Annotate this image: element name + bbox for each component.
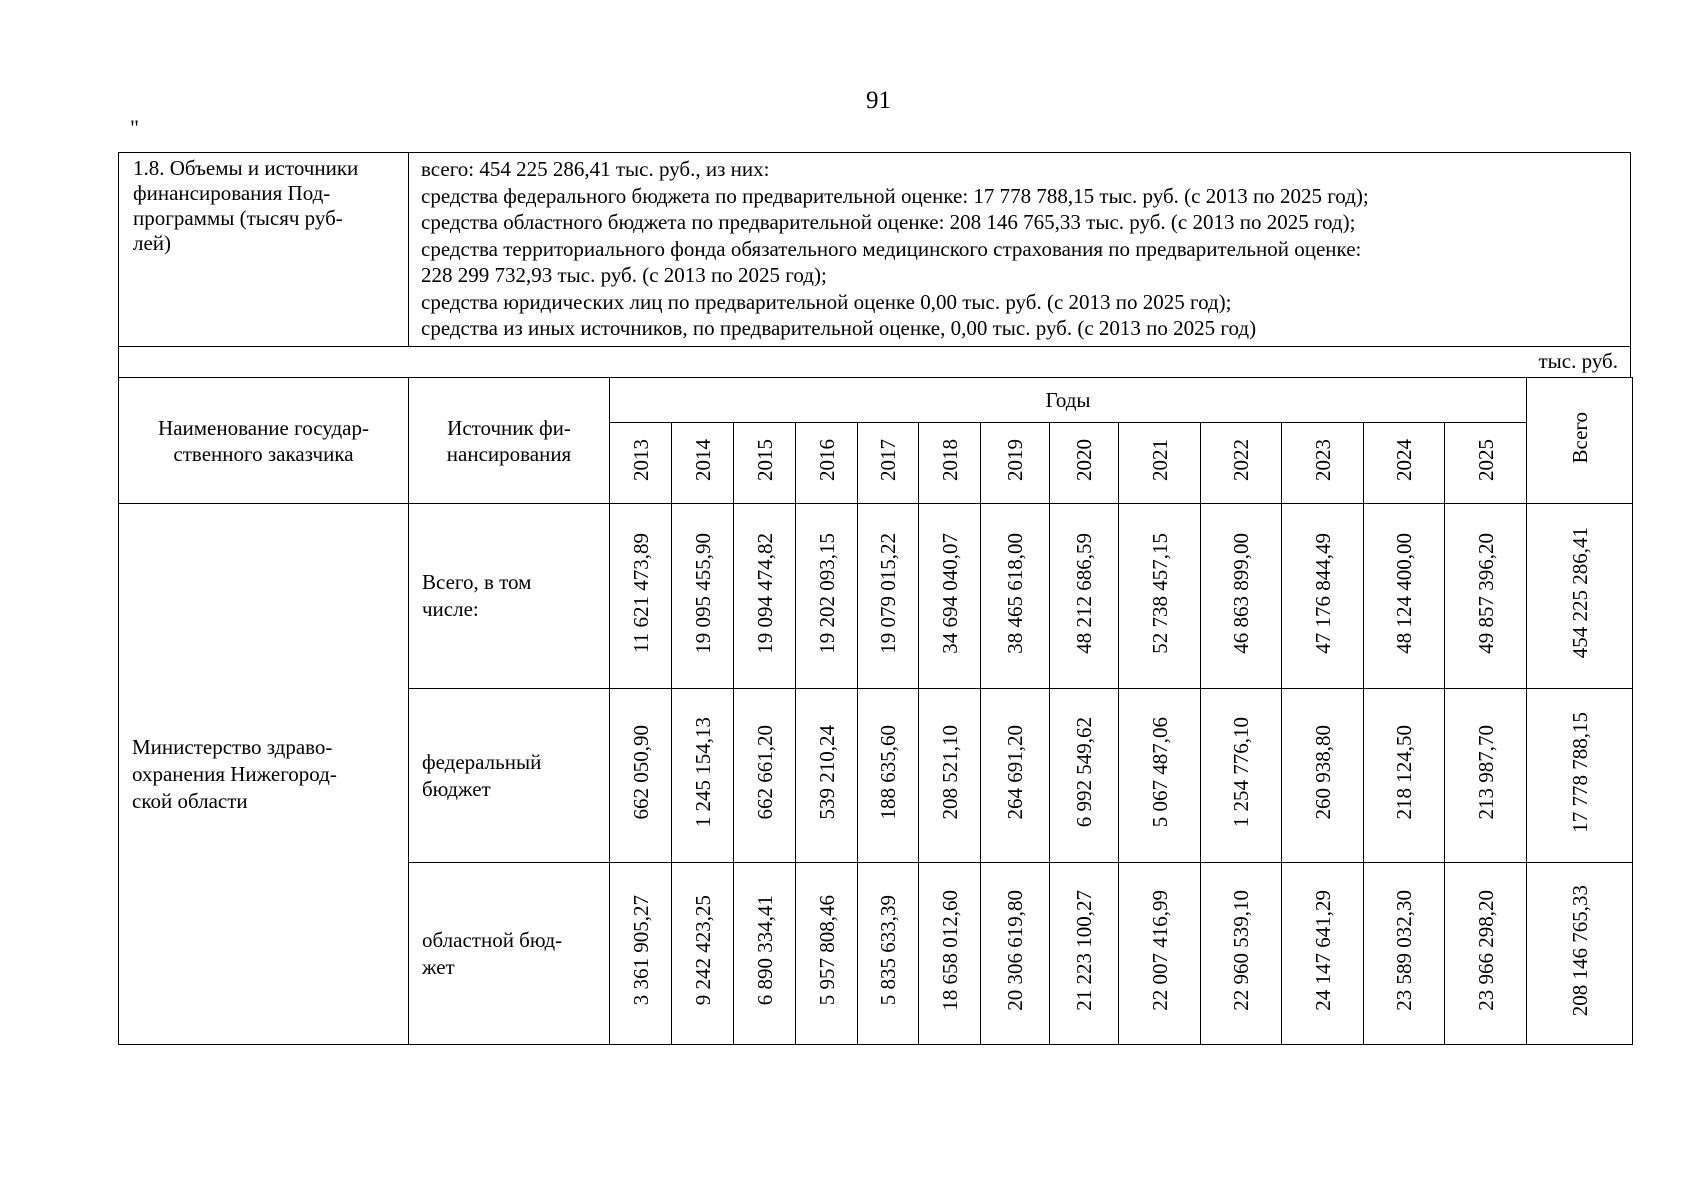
value: 264 691,20 [1003,725,1027,820]
years-group-header: Годы [610,378,1527,423]
passport-text-line: 228 299 732,93 тыс. руб. (с 2013 по 2025 год); [421,263,827,287]
year-header [858,423,919,504]
value-cell [858,863,919,1045]
value-cell [734,504,796,689]
value-cell [796,504,858,689]
value: 213 987,70 [1473,725,1498,820]
value: 19 094 474,82 [752,532,777,654]
value: 46 863 899,00 [1229,532,1253,654]
passport-label-line: финансирования Под- [133,181,331,205]
value-cell [1364,689,1445,863]
passport-text-line: средства областного бюджета по предварительной оценке: 208 146 765,33 тыс. руб. (с 2013 по 2025 год); [421,210,1356,234]
value-cell [858,689,919,863]
total-cell [1527,504,1633,689]
source-header-line: Источник фи- [447,415,571,440]
value: 5 957 808,46 [814,895,839,1006]
value: 38 465 618,00 [1003,532,1027,654]
value: 5 067 487,06 [1147,717,1172,828]
customer-header-line: Наименование государ- [158,415,369,440]
value-cell [1364,504,1445,689]
value-cell [610,689,672,863]
source-cell [409,504,610,689]
customer-cell [119,504,409,1045]
value: 3 361 905,27 [628,895,653,1006]
year-label: 2025 [1473,439,1498,481]
value-cell [796,863,858,1045]
value: 49 857 396,20 [1473,532,1498,654]
value: 47 176 844,49 [1310,532,1335,654]
value-cell [1050,504,1119,689]
value-cell [1119,863,1201,1045]
value: 9 242 423,25 [690,895,715,1006]
value: 19 095 455,90 [690,532,715,654]
passport-label-line: программы (тысяч руб- [133,206,343,230]
value-cell [796,689,858,863]
customer-line: Министерство здраво- [132,734,333,759]
year-header [1201,423,1282,504]
value: 260 938,80 [1310,725,1335,820]
value-cell [1201,863,1282,1045]
unit-label: тыс. руб. [1538,349,1618,373]
year-header [610,423,672,504]
source-header-line: нансирования [446,441,572,466]
value: 662 050,90 [628,725,653,820]
value: 19 202 093,15 [814,532,839,654]
financing-table [118,377,1633,1045]
value-cell [1282,863,1364,1045]
customer-line: охранения Нижегород- [132,761,337,786]
year-label: 2018 [937,439,962,481]
year-header [672,423,734,504]
year-label: 2017 [876,439,900,481]
source-cell [409,689,610,863]
value: 6 890 334,41 [752,895,777,1006]
value-cell [672,863,734,1045]
row-total-value: 17 778 788,15 [1567,712,1592,833]
value-cell [981,863,1050,1045]
value-cell [672,504,734,689]
value: 1 245 154,13 [690,717,715,828]
value-cell [1445,689,1527,863]
year-header [734,423,796,504]
value: 188 635,60 [876,725,900,820]
year-label: 2024 [1392,439,1416,481]
total-header [1527,378,1633,504]
value: 20 306 619,80 [1003,890,1027,1011]
value: 48 124 400,00 [1392,532,1416,654]
customer-line: ской области [132,788,248,813]
value: 21 223 100,27 [1072,890,1096,1011]
value: 662 661,20 [752,725,777,820]
unit-row [118,346,1631,378]
value-cell [981,504,1050,689]
year-header [796,423,858,504]
value-cell [1282,504,1364,689]
value: 208 521,10 [937,725,962,820]
header-row [119,378,1633,423]
customer-header-line: ственного заказчика [173,441,354,466]
value: 34 694 040,07 [937,532,962,654]
table-row-total [119,504,1633,689]
value: 52 738 457,15 [1147,532,1172,654]
value-cell [1364,863,1445,1045]
value-cell [1119,504,1201,689]
value: 48 212 686,59 [1072,532,1096,654]
year-label: 2019 [1003,439,1027,481]
customer-header [119,378,409,504]
value: 11 621 473,89 [628,533,653,653]
passport-block [118,152,1631,347]
value: 22 960 539,10 [1229,890,1253,1011]
value-cell [734,689,796,863]
passport-text-line: средства федерального бюджета по предварительной оценке: 17 778 788,15 тыс. руб. (с 2013 по 2025 год); [421,183,1369,208]
value-cell [919,689,981,863]
row-total-value: 208 146 765,33 [1567,884,1592,1017]
source-line: числе: [422,597,479,621]
row-total-value: 454 225 286,41 [1567,527,1592,659]
value-cell [734,863,796,1045]
total-cell [1527,863,1633,1045]
value: 5 835 633,39 [876,895,900,1006]
value-cell [919,504,981,689]
value: 23 966 298,20 [1473,890,1498,1011]
year-label: 2014 [690,439,715,481]
passport-text-line: средства юридических лиц по предварительной оценке 0,00 тыс. руб. (с 2013 по 2025 год); [421,289,1232,314]
total-header-label: Всего [1567,411,1592,464]
value: 218 124,50 [1392,725,1416,820]
year-header [1445,423,1527,504]
value-cell [610,504,672,689]
year-label: 2021 [1147,439,1172,481]
total-cell [1527,689,1633,863]
source-cell [409,863,610,1045]
year-label: 2013 [628,439,653,481]
source-line: областной бюд- [422,927,563,952]
passport-text-line: всего: 454 225 286,41 тыс. руб., из них: [421,157,770,181]
page-number: 91 [866,87,891,114]
year-label: 2016 [814,439,839,481]
value-cell [1050,689,1119,863]
year-label: 2023 [1310,439,1335,481]
value-cell [1201,504,1282,689]
passport-text [409,153,1630,346]
source-line: бюджет [422,776,491,801]
value-cell [1119,689,1201,863]
year-label: 2020 [1072,439,1096,481]
source-line: Всего, в том [422,570,532,594]
passport-label-line: 1.8. Объемы и источники [133,156,359,180]
passport-label [119,153,409,346]
year-label: 2015 [752,439,777,481]
value-cell [1050,863,1119,1045]
passport-text-line: средства территориального фонда обязательного медицинского страхования по предварительной оценке: [421,236,1362,261]
passport-label-line: лей) [133,231,172,255]
source-header [409,378,610,504]
year-header [981,423,1050,504]
value-cell [1282,689,1364,863]
year-header [1282,423,1364,504]
value-cell [858,504,919,689]
value: 23 589 032,30 [1392,890,1416,1011]
value: 18 658 012,60 [937,890,962,1011]
opening-quote: " [130,115,139,140]
year-header [1050,423,1119,504]
value-cell [1445,504,1527,689]
value-cell [610,863,672,1045]
year-label: 2022 [1229,439,1253,481]
value-cell [672,689,734,863]
year-header [1364,423,1445,504]
source-line: жет [422,954,455,979]
source-line: федеральный [422,749,542,774]
passport-text-line: средства из иных источников, по предварительной оценке, 0,00 тыс. руб. (с 2013 по 2025 год) [421,316,1257,340]
value: 24 147 641,29 [1310,890,1335,1011]
value: 6 992 549,62 [1072,717,1096,828]
value: 19 079 015,22 [876,532,900,654]
value: 539 210,24 [814,725,839,820]
value-cell [1445,863,1527,1045]
year-header [919,423,981,504]
value-cell [919,863,981,1045]
value: 1 254 776,10 [1229,717,1253,828]
value-cell [1201,689,1282,863]
year-header [1119,423,1201,504]
value-cell [981,689,1050,863]
value: 22 007 416,99 [1147,890,1172,1011]
